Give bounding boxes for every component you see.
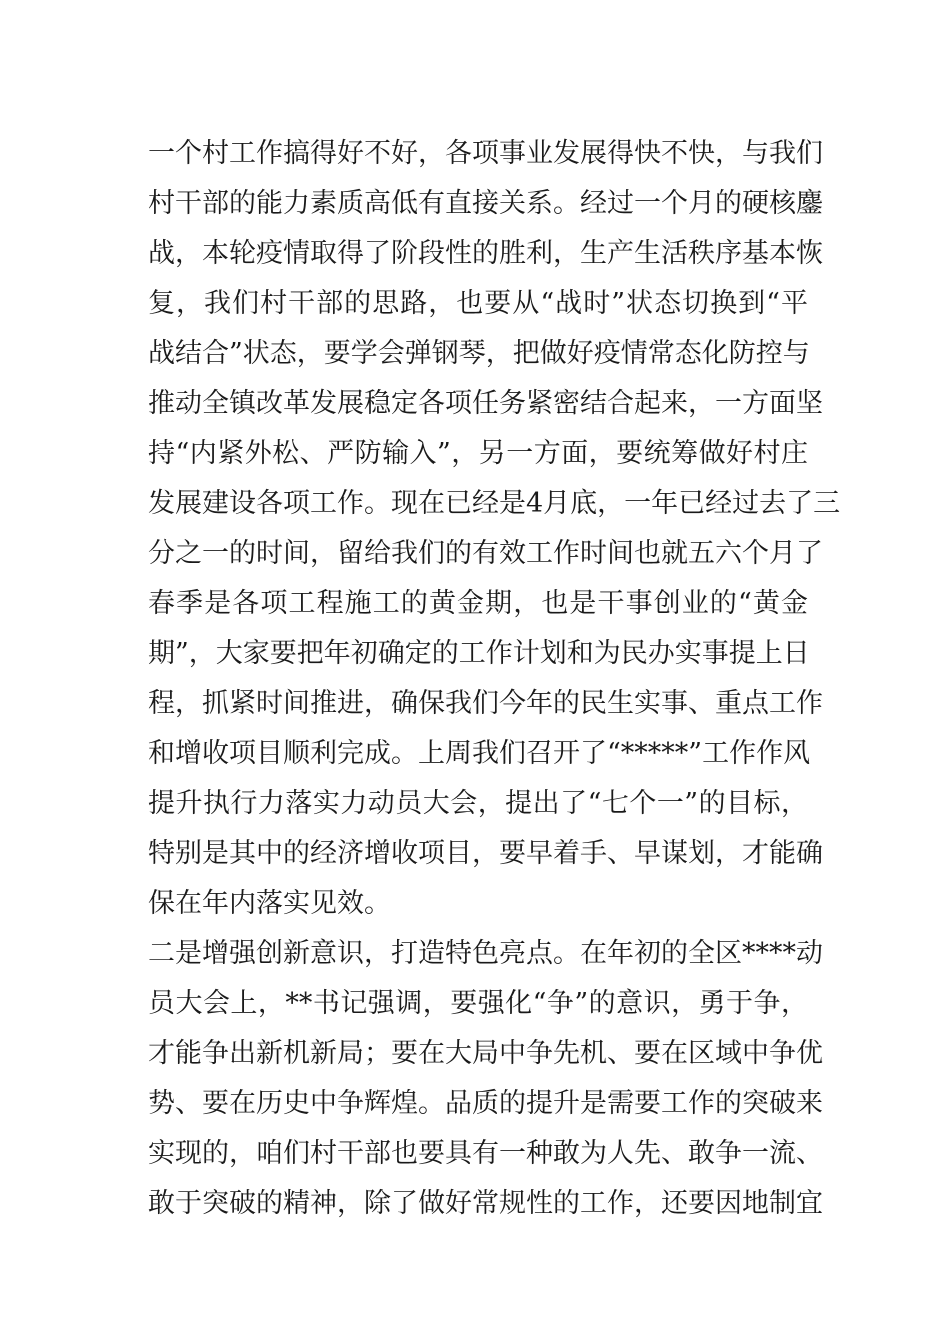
text-line: 期”，大家要把年初确定的工作计划和为民办实事提上日 [148, 638, 810, 669]
text-line: 战，本轮疫情取得了阶段性的胜利，生产生活秩序基本恢 [148, 238, 823, 269]
text-line: 实现的，咱们村干部也要具有一种敢为人先、敢争一流、 [148, 1138, 823, 1169]
text-line: 战结合”状态，要学会弹钢琴，把做好疫情常态化防控与 [148, 338, 810, 369]
text-line: 村干部的能力素质高低有直接关系。经过一个月的硬核鏖 [148, 188, 823, 219]
text-line: 和增收项目顺利完成。上周我们召开了“*****”工作作风 [148, 738, 811, 769]
text-line: 春季是各项工程施工的黄金期，也是干事创业的“黄金 [148, 588, 808, 619]
text-line: 复，我们村干部的思路，也要从“战时”状态切换到“平 [148, 288, 808, 319]
text-line: 特别是其中的经济增收项目，要早着手、早谋划，才能确 [148, 838, 823, 869]
text-line: 推动全镇改革发展稳定各项任务紧密结合起来，一方面坚 [148, 388, 823, 419]
text-line: 二是增强创新意识，打造特色亮点。在年初的全区****动 [148, 938, 823, 969]
text-line: 一个村工作搞得好不好，各项事业发展得快不快，与我们 [148, 138, 823, 169]
text-line: 持“内紧外松、严防输入”，另一方面，要统筹做好村庄 [148, 438, 808, 469]
text-line: 保在年内落实见效。 [148, 888, 391, 919]
text-line: 程，抓紧时间推进，确保我们今年的民生实事、重点工作 [148, 688, 823, 719]
text-line: 分之一的时间，留给我们的有效工作时间也就五六个月了 [148, 538, 823, 569]
text-line: 发展建设各项工作。现在已经是4月底，一年已经过去了三 [148, 488, 841, 519]
text-line: 敢于突破的精神，除了做好常规性的工作，还要因地制宜 [148, 1188, 823, 1219]
text-line: 提升执行力落实力动员大会，提出了“七个一”的目标， [148, 788, 808, 819]
text-line: 势、要在历史中争辉煌。品质的提升是需要工作的突破来 [148, 1088, 823, 1119]
text-line: 员大会上，**书记强调，要强化“争”的意识，勇于争， [148, 988, 808, 1019]
text-line: 才能争出新机新局；要在大局中争先机、要在区域中争优 [148, 1038, 823, 1069]
